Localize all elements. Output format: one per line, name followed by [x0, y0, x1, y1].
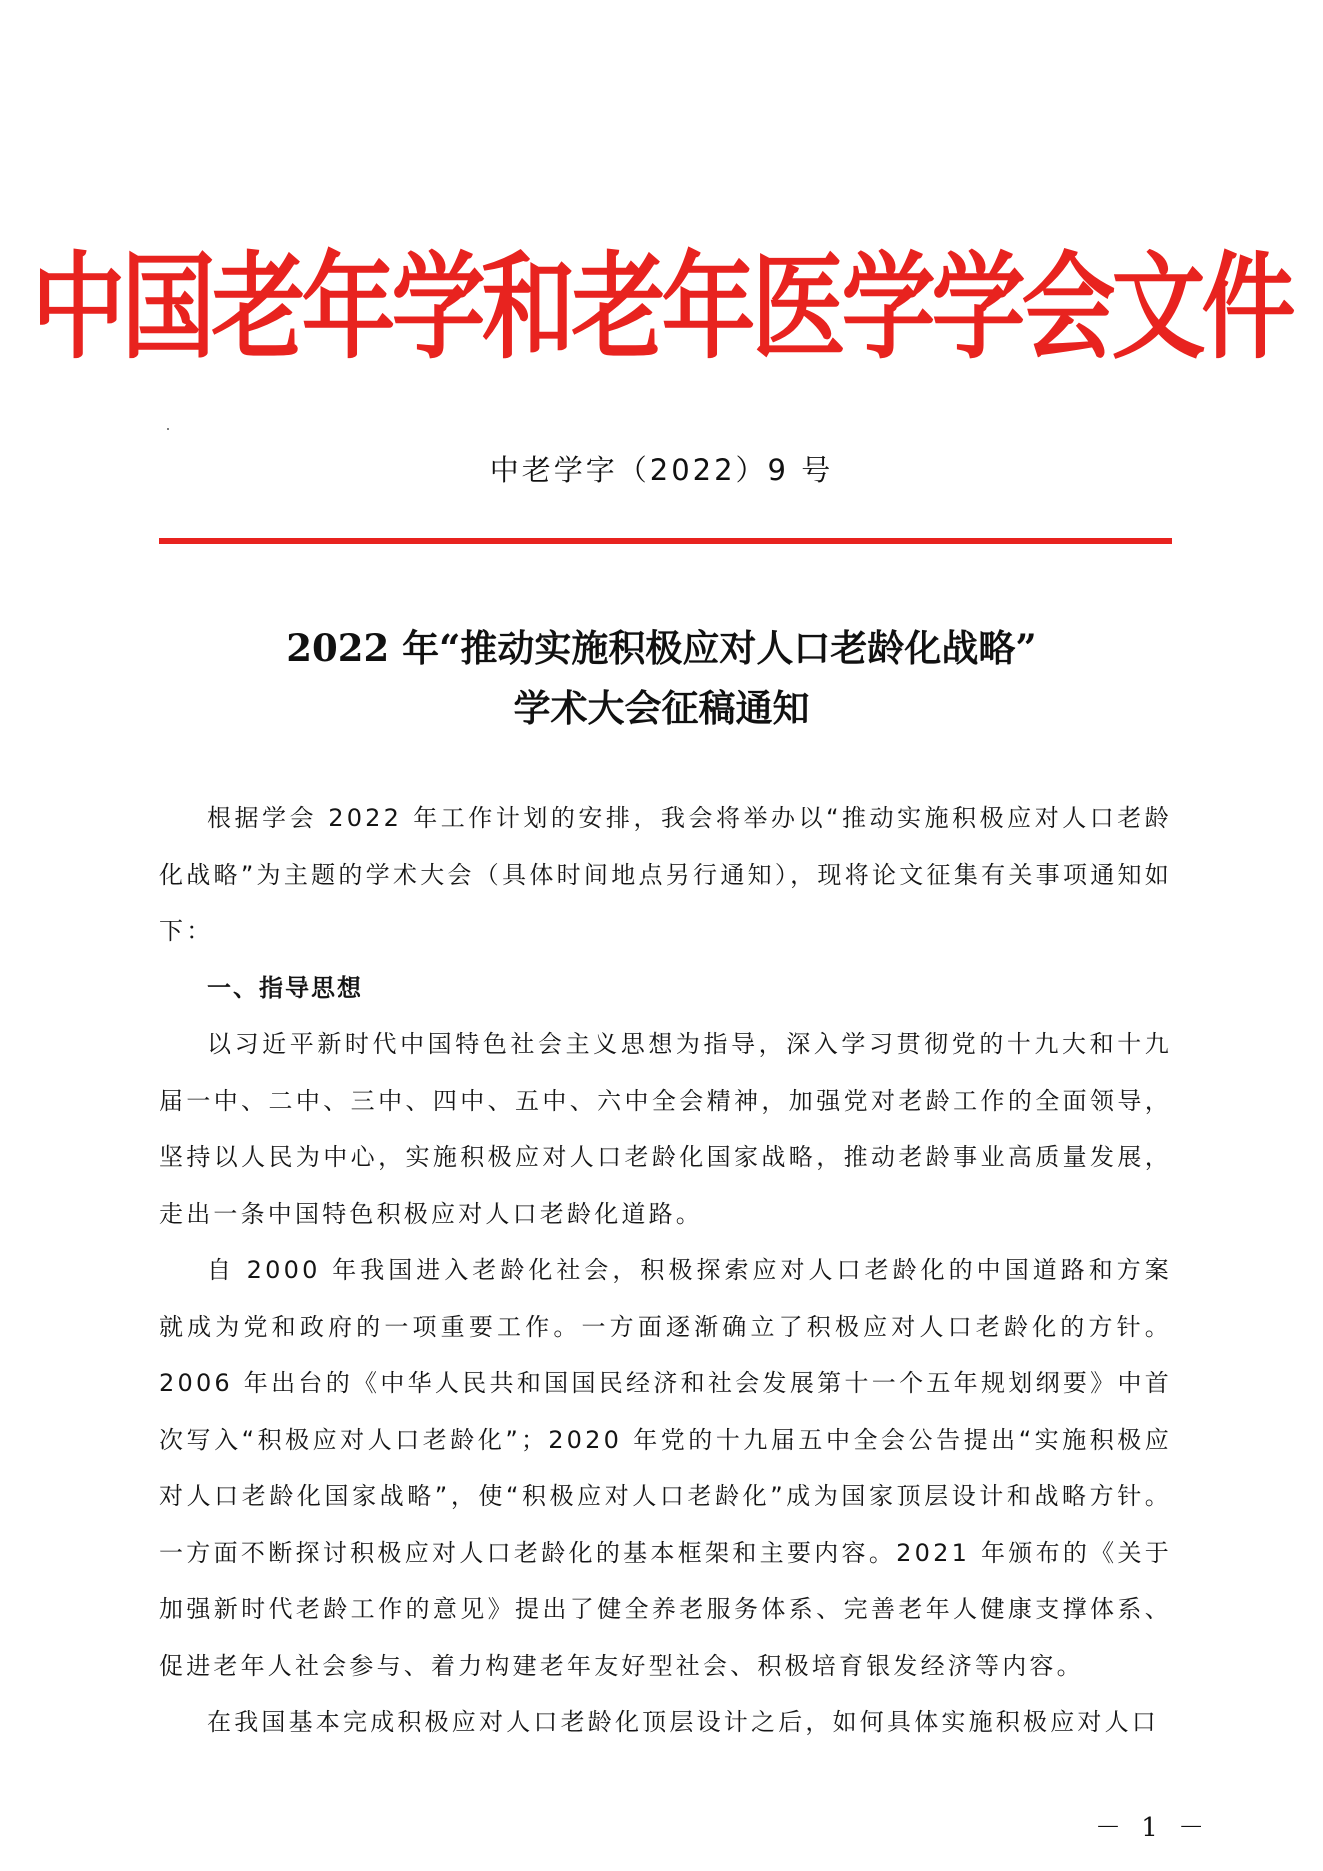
paragraph-guiding-ideology: 以习近平新时代中国特色社会主义思想为指导，深入学习贯彻党的十九大和十九届一中、二中、三中、四中、五中、六中全会精神，加强党对老龄工作的全面领导，坚持以人民为中心，实施积极应对人口老龄化国家战略，推动老龄事业高质量发展，走出一条中国特色积极应对人口老龄化道路。 — [159, 1030, 1172, 1228]
page-number: － 1 － — [1095, 1813, 1211, 1843]
body-text — [159, 790, 1172, 1751]
stray-mark — [167, 428, 169, 430]
section-heading-guiding-ideology: 一、指导思想 — [207, 973, 363, 1002]
notice-title — [0, 618, 1323, 738]
organization-header: 中国老年学和老年医学学会文件 — [31, 241, 1292, 376]
paragraph-background: 自 2000 年我国进入老龄化社会，积极探索应对人口老龄化的中国道路和方案就成为党和政府的一项重要工作。一方面逐渐确立了积极应对人口老龄化的方针。2006 年出台的《中华人民共和国国民经济和社会发展第十一个五年规划纲要》中首次写入“积极应对人口老龄化”；2020 年党的十九届五中全会公告提出“实施积极应对人口老龄化国家战略”，使“积极应对人口老龄化”成为国家顶层设计和战略方针。一方面不断探讨积极应对人口老龄化的基本框架和主要内容。2021 年颁布的《关于加强新时代老龄工作的意见》提出了健全养老服务体系、完善老年人健康支撑体系、促进老年人社会参与、着力构建老年友好型社会、积极培育银发经济等内容。 — [159, 1256, 1172, 1680]
paragraph-continued: 在我国基本完成积极应对人口老龄化顶层设计之后，如何具体实施积极应对人口 — [207, 1708, 1159, 1736]
title-line-2: 学术大会征稿通知 — [513, 686, 810, 730]
document-number: 中老学字（2022）9 号 — [489, 453, 834, 487]
paragraph-intro: 根据学会 2022 年工作计划的安排，我会将举办以“推动实施积极应对人口老龄化战略”为主题的学术大会（具体时间地点另行通知），现将论文征集有关事项通知如下： — [159, 804, 1172, 945]
title-line-1: 2022 年“推动实施积极应对人口老龄化战略” — [286, 626, 1037, 670]
red-divider-line — [159, 538, 1172, 544]
